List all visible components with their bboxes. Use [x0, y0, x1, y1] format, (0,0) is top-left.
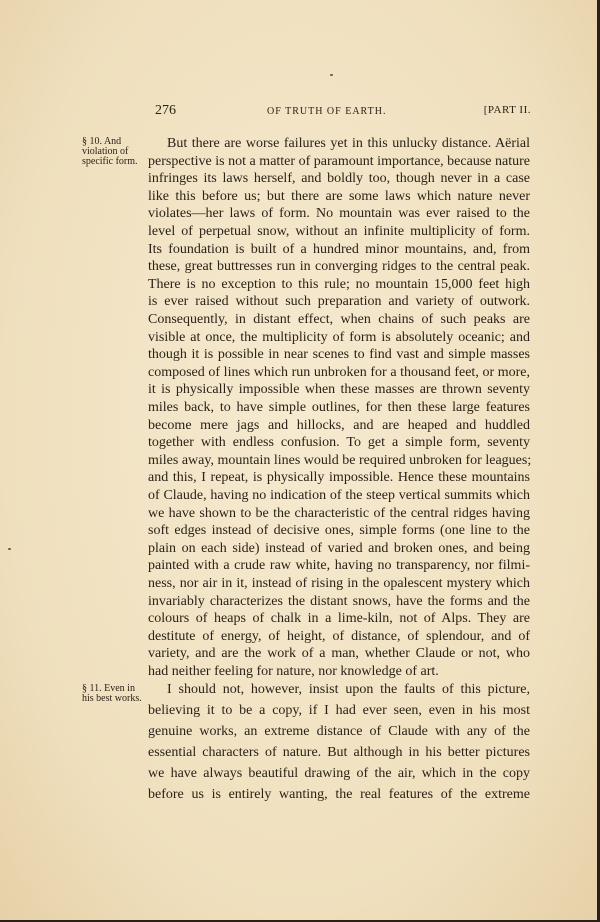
text-line: invariably characterizes the distant snows, have the forms and the: [148, 593, 530, 609]
text-line: like this before us; but there are some laws which nature never: [148, 188, 530, 204]
paper-speck: [330, 74, 333, 76]
running-title: OF TRUTH OF EARTH.: [267, 106, 387, 117]
text-line: together with endless confusion. To get a simple form, seventy: [148, 435, 530, 451]
text-line: these, great buttresses run in converging ridges to the central peak.: [148, 259, 530, 275]
text-line: miles back, to have simple outlines, for then these large features: [148, 400, 530, 415]
sidenote-line: § 11. Even in: [82, 683, 135, 694]
text-line: level of perpetual snow, without an infinite multiplicity of form.: [148, 224, 530, 239]
text-line: though it is possible in near scenes to find vast and simple masses: [148, 347, 530, 363]
page-number: 276: [155, 103, 176, 118]
text-line: we have always beautiful drawing of the air, which in the copy: [148, 766, 530, 781]
text-line: and this, I repeat, is physically impossible. Hence these mountains: [148, 470, 530, 486]
paper-speck: [8, 548, 11, 550]
part-label: [PART II.: [483, 104, 531, 116]
text-line: become mere jags and hillocks, and are heaped and huddled: [148, 417, 530, 433]
text-line: soft edges instead of decisive ones, simple forms (one line to the: [148, 523, 530, 539]
text-line: it is physically impossible when these masses are thrown seventy: [148, 382, 530, 398]
text-line: of Claude, having no indication of the steep vertical summits which: [148, 488, 530, 503]
text-line: visible at once, the multiplicity of form is absolutely oceanic; and: [148, 329, 530, 345]
text-line: miles away, mountain lines would be required unbroken for leagues;: [148, 452, 532, 468]
text-line: colours of heaps of chalk in a lime-kiln, not of Alps. They are: [148, 611, 530, 627]
text-line: plain on each side) instead of varied and broken ones, and being: [148, 540, 530, 556]
text-line: genuine works, an extreme distance of Claude with any of the: [148, 724, 530, 739]
sidenote-line: his best works.: [82, 693, 142, 704]
text-line: variety, and are the work of a man, whether Claude or not, who: [148, 646, 530, 662]
text-line: infringes its laws herself, and boldly too, though never in a case: [148, 171, 530, 187]
text-line: ness, nor air in it, instead of rising in the opalescent mystery which: [148, 576, 530, 591]
text-line: destitute of energy, of height, of distance, of splendour, and of: [148, 628, 530, 644]
text-line: There is no exception to this rule; no mountain 15,000 feet high: [148, 276, 530, 292]
page-header: [155, 103, 531, 123]
text-line: we have shown to be the characteristic of the central ridges having: [148, 505, 530, 521]
text-line: violates—her laws of form. No mountain was ever raised to the: [148, 206, 530, 222]
text-line: is ever raised without such preparation and variety of outwork.: [148, 294, 530, 310]
text-line: had neither feeling for nature, nor knowledge of art.: [148, 664, 439, 679]
text-line: Its foundation is built of a hundred minor mountains, and, from: [148, 241, 530, 257]
text-line: composed of lines which run unbroken for a thousand feet, or more,: [148, 364, 530, 380]
text-line: perspective is not a matter of paramount importance, because nature: [148, 153, 530, 169]
text-line: Consequently, in distant effect, when chains of such peaks are: [148, 312, 530, 327]
text-line: But there are worse failures yet in this unlucky distance. Aërial: [167, 136, 530, 151]
text-line: painted with a crude raw white, having no transparency, nor filmi-: [148, 558, 530, 574]
text-line: before us is entirely wanting, the real features of the extreme: [148, 787, 530, 802]
text-line: I should not, however, insist upon the faults of this picture,: [167, 682, 530, 697]
text-line: essential characters of nature. But although in his better pictures: [148, 745, 530, 760]
text-line: believing it to be a copy, if I had ever seen, even in his most: [148, 703, 530, 718]
sidenote-line: specific form.: [82, 156, 138, 167]
sidenote-line: violation of: [82, 146, 129, 157]
sidenote-line: § 10. And: [82, 136, 122, 147]
